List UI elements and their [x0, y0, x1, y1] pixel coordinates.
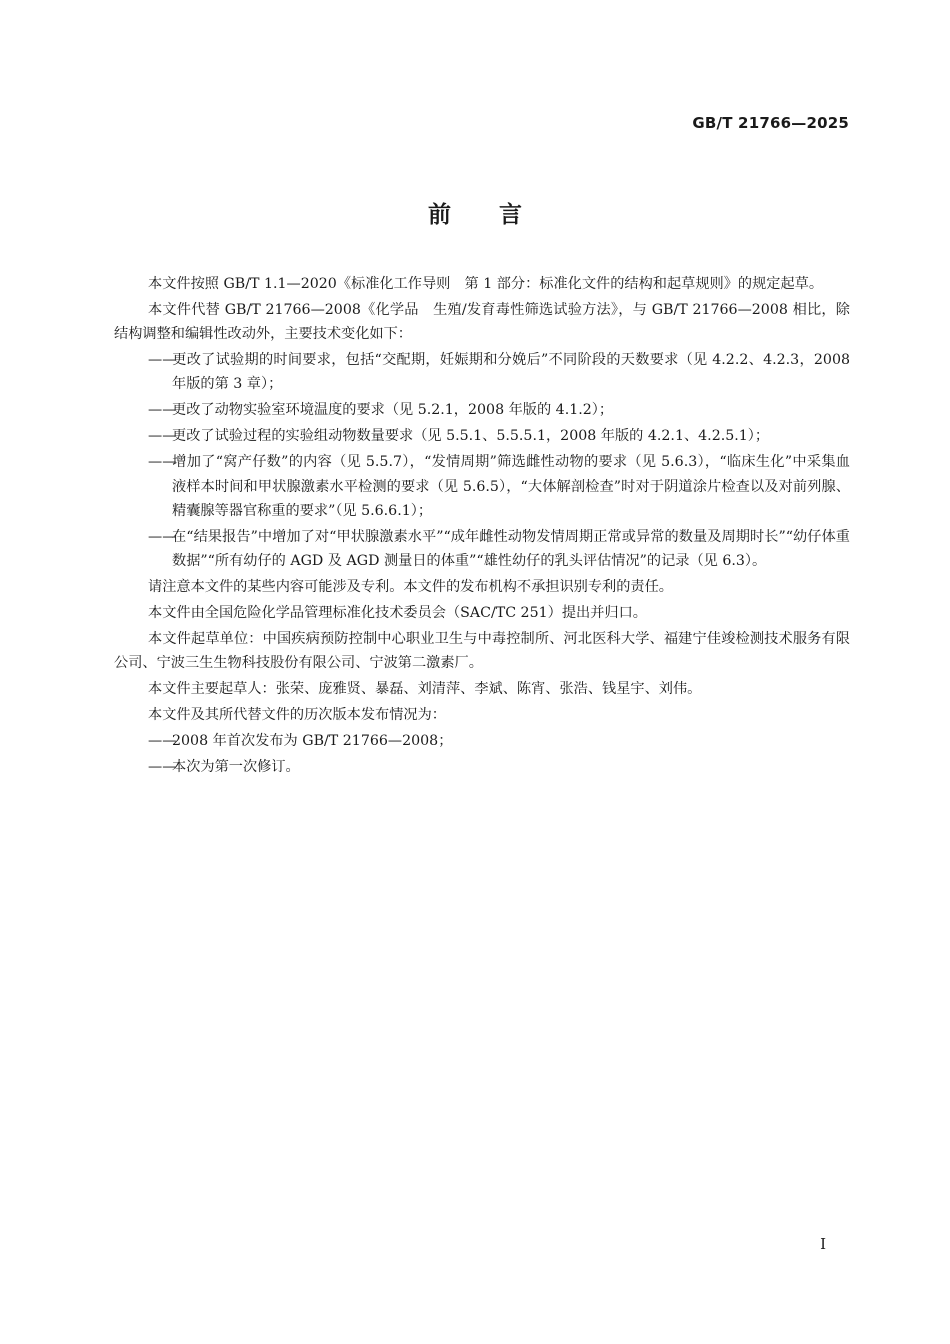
- change-item-5: [114, 525, 850, 573]
- change-item-1: [114, 348, 850, 396]
- para-history: 本文件及其所代替文件的历次版本发布情况为：: [148, 707, 446, 724]
- item-text: 更改了试验过程的实验组动物数量要求（见 5.5.1、5.5.5.1，2008 年版的 4.2.1、4.2.5.1）；: [172, 428, 770, 445]
- item-dash: ——: [148, 733, 177, 750]
- item-text: 本次为第一次修订。: [172, 759, 300, 776]
- item-dash: ——: [148, 352, 177, 369]
- change-item-4: [114, 450, 850, 523]
- item-text: 增加了“窝产仔数”的内容（见 5.5.7），“发情周期”筛选雌性动物的要求（见 5.6.3），“临床生化”中采集血液样本时间和甲状腺激素水平检测的要求（见 5.6.5），“大体解剖检查”时对于阴道涂片检查以及对前列腺、精囊腺等器官称重的要求”（见 5.6.6.1）；: [172, 454, 850, 519]
- para-drafting-rules: 本文件按照 GB/T 1.1—2020《标准化工作导则 第 1 部分：标准化文件的结构和起草规则》的规定起草。: [148, 276, 824, 292]
- para-drafting-units: 本文件起草单位：中国疾病预防控制中心职业卫生与中毒控制所、河北医科大学、福建宁佳竣检测技术服务有限公司、宁波三生生物科技股份有限公司、宁波第二激素厂。: [114, 631, 850, 672]
- standard-code: GB/T 21766—2025: [692, 114, 849, 132]
- item-text: 更改了动物实验室环境温度的要求（见 5.2.1，2008 年版的 4.1.2）；: [172, 402, 614, 419]
- item-dash: ——: [148, 528, 177, 545]
- page-number: I: [820, 1235, 826, 1253]
- para-drafters: 本文件主要起草人：张荣、庞雅贤、暴磊、刘清萍、李斌、陈宵、张浩、钱星宇、刘伟。: [148, 681, 702, 698]
- page-title: 前言: [428, 202, 570, 228]
- item-text: 更改了试验期的时间要求，包括“交配期，妊娠期和分娩后”不同阶段的天数要求（见 4.2.2、4.2.3，2008 年版的第 3 章）；: [172, 352, 850, 393]
- item-dash: ——: [148, 454, 177, 471]
- para-patent: 请注意本文件的某些内容可能涉及专利。本文件的发布机构不承担识别专利的责任。: [148, 579, 673, 596]
- para-proposer: 本文件由全国危险化学品管理标准化技术委员会（SAC/TC 251）提出并归口。: [148, 605, 647, 622]
- item-dash: ——: [148, 428, 177, 445]
- change-item-3: [114, 424, 850, 448]
- item-dash: ——: [148, 759, 177, 776]
- history-item-2: [114, 755, 850, 779]
- item-dash: ——: [148, 402, 177, 419]
- para-replacement: 本文件代替 GB/T 21766—2008《化学品 生殖/发育毒性筛选试验方法》，与 GB/T 21766—2008 相比，除结构调整和编辑性改动外，主要技术变化如下：: [114, 302, 850, 343]
- item-text: 在“结果报告”中增加了对“甲状腺激素水平”“成年雌性动物发情周期正常或异常的数量及周期时长”“幼仔体重数据”“所有幼仔的 AGD 及 AGD 测量日的体重”“雄性幼仔的乳头评估情况”的记录（见 6.3）。: [172, 528, 850, 570]
- change-item-2: [114, 398, 850, 422]
- history-item-1: [114, 729, 850, 753]
- item-text: 2008 年首次发布为 GB/T 21766—2008；: [172, 733, 453, 750]
- foreword-content: [114, 272, 850, 781]
